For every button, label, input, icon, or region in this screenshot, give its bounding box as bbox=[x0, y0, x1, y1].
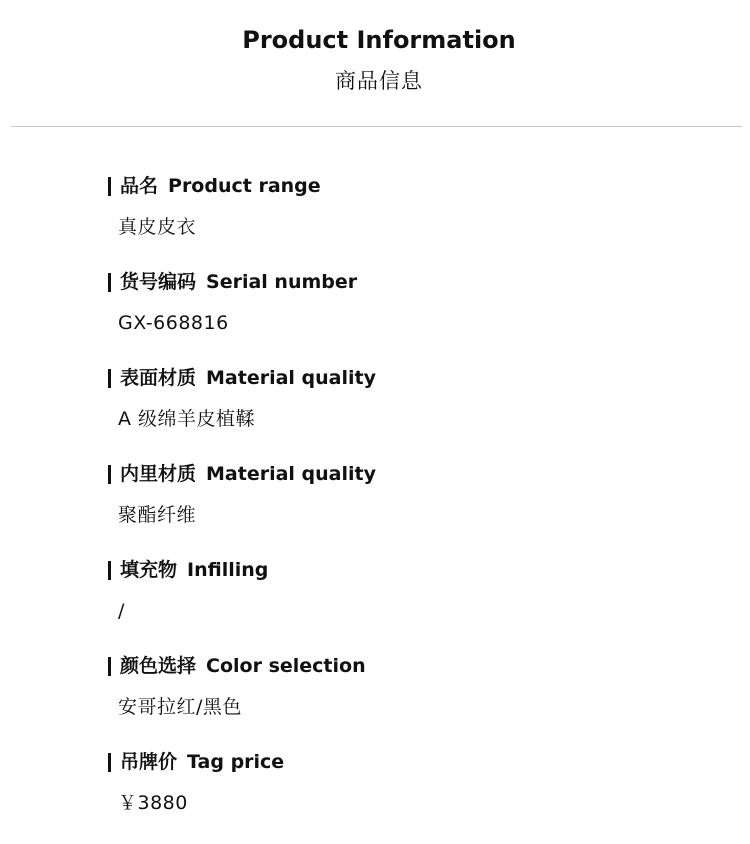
page-subtitle: 商品信息 bbox=[335, 69, 423, 93]
info-value: 聚酯纤维 bbox=[118, 504, 197, 526]
info-value: A 级绵羊皮植鞣 bbox=[118, 408, 256, 430]
label-cn: 填充物 bbox=[120, 559, 178, 581]
label-cn: 颜色选择 bbox=[120, 655, 197, 677]
info-value: 真皮皮衣 bbox=[118, 216, 197, 238]
info-item-color-selection bbox=[108, 652, 728, 748]
info-value: GX-668816 bbox=[118, 312, 229, 334]
info-item-tag-price bbox=[108, 748, 728, 844]
label-bar bbox=[108, 465, 111, 484]
label-en: Color selection bbox=[206, 655, 366, 677]
label-cn: 吊牌价 bbox=[120, 751, 178, 773]
info-label bbox=[108, 460, 728, 488]
product-info-list bbox=[108, 172, 728, 844]
info-item-infilling bbox=[108, 556, 728, 652]
label-en: Serial number bbox=[206, 271, 358, 293]
label-en: Material quality bbox=[206, 367, 376, 389]
info-label bbox=[108, 652, 728, 680]
label-bar bbox=[108, 657, 111, 676]
info-label bbox=[108, 748, 728, 776]
label-en: Infilling bbox=[187, 559, 269, 581]
label-en: Material quality bbox=[206, 463, 376, 485]
label-bar bbox=[108, 561, 111, 580]
label-cn: 货号编码 bbox=[120, 271, 197, 293]
label-bar bbox=[108, 369, 111, 388]
info-item-serial-number bbox=[108, 268, 728, 364]
info-item-lining-material bbox=[108, 460, 728, 556]
info-item-surface-material bbox=[108, 364, 728, 460]
header-divider bbox=[11, 126, 742, 127]
info-value: ￥3880 bbox=[118, 792, 188, 814]
label-en: Tag price bbox=[187, 751, 285, 773]
page-title: Product Information bbox=[242, 26, 516, 54]
info-label bbox=[108, 172, 728, 200]
label-bar bbox=[108, 753, 111, 772]
label-en: Product range bbox=[168, 175, 321, 197]
info-value: 安哥拉红/黑色 bbox=[118, 696, 242, 718]
label-bar bbox=[108, 177, 111, 196]
label-cn: 表面材质 bbox=[120, 367, 197, 389]
label-bar bbox=[108, 273, 111, 292]
info-label bbox=[108, 556, 728, 584]
info-label bbox=[108, 364, 728, 392]
label-cn: 品名 bbox=[120, 175, 159, 197]
label-cn: 内里材质 bbox=[120, 463, 197, 485]
info-item-product-range bbox=[108, 172, 728, 268]
info-label bbox=[108, 268, 728, 296]
info-value: / bbox=[118, 600, 125, 622]
